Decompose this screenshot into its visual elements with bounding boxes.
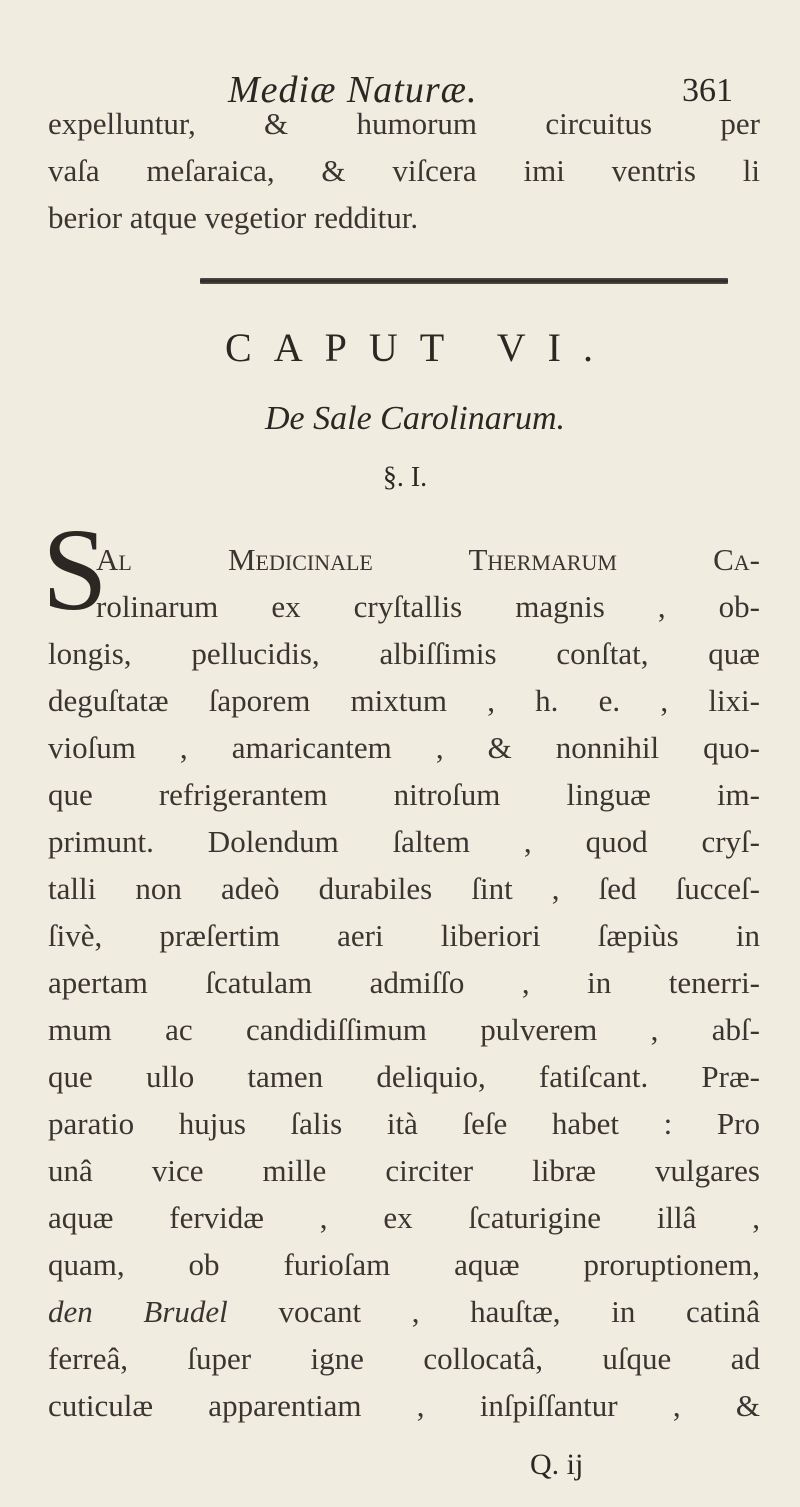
text-line: que refrigerantem nitroſum linguæ im- [48,777,760,812]
ornamental-rule [200,278,728,284]
text-line: unâ vice mille circiter libræ vulgares [48,1153,760,1188]
text-line: deguſtatæ ſaporem mixtum , h. e. , lixi- [48,683,760,718]
page-number: 361 [682,72,733,109]
text-line: expelluntur, & humorum circuitus per [48,106,760,141]
text-line: mum ac candidiſſimum pulverem , abſ- [48,1012,760,1047]
chapter-heading: CAPUT VI. [225,325,615,370]
catchword: Q. ij [530,1448,584,1481]
body-paragraph [48,536,760,1429]
top-paragraph [48,100,760,241]
text-line: cuticulæ apparentiam , inſpiſſantur , & [48,1388,760,1423]
section-mark: §. I. [382,462,428,493]
drop-cap: S [42,504,108,635]
text-line: apertam ſcatulam admiſſo , in tenerri- [48,965,760,1000]
text-line [48,1288,760,1335]
text-line: rolinarum ex cryſtallis magnis , ob- [96,589,760,624]
text-line: ſivè, præſertim aeri liberiori ſæpiùs in [48,918,760,953]
text-line: vioſum , amaricantem , & nonnihil quo- [48,730,760,765]
text-line: primunt. Dolendum ſaltem , quod cryſ- [48,824,760,859]
text-line: quam, ob furioſam aquæ proruptionem, [48,1247,760,1282]
text-line: talli non adeò durabiles ſint , ſed ſucceſ- [48,871,760,906]
chapter-subtitle: De Sale Carolinarum. [264,400,565,437]
text-line: que ullo tamen deliquio, fatiſcant. Præ- [48,1059,760,1094]
text-line: paratio hujus ſalis ità ſeſe habet : Pro [48,1106,760,1141]
running-title: Mediæ Naturæ. [228,69,478,111]
text-line: Al Medicinale Thermarum Ca- [96,542,760,577]
text-line: ferreâ, ſuper igne collocatâ, uſque ad [48,1341,760,1376]
italic-phrase: den Brudel [48,1294,228,1329]
line-rest: vocant , hauſtæ, in catinâ [227,1294,760,1329]
text-line: vaſa meſaraica, & viſcera imi ventris li [48,153,760,188]
text-line: longis, pellucidis, albiſſimis conſtat, quæ [48,636,760,671]
text-line: berior atque vegetior redditur. [48,200,419,235]
text-line: aquæ fervidæ , ex ſcaturigine illâ , [48,1200,760,1235]
